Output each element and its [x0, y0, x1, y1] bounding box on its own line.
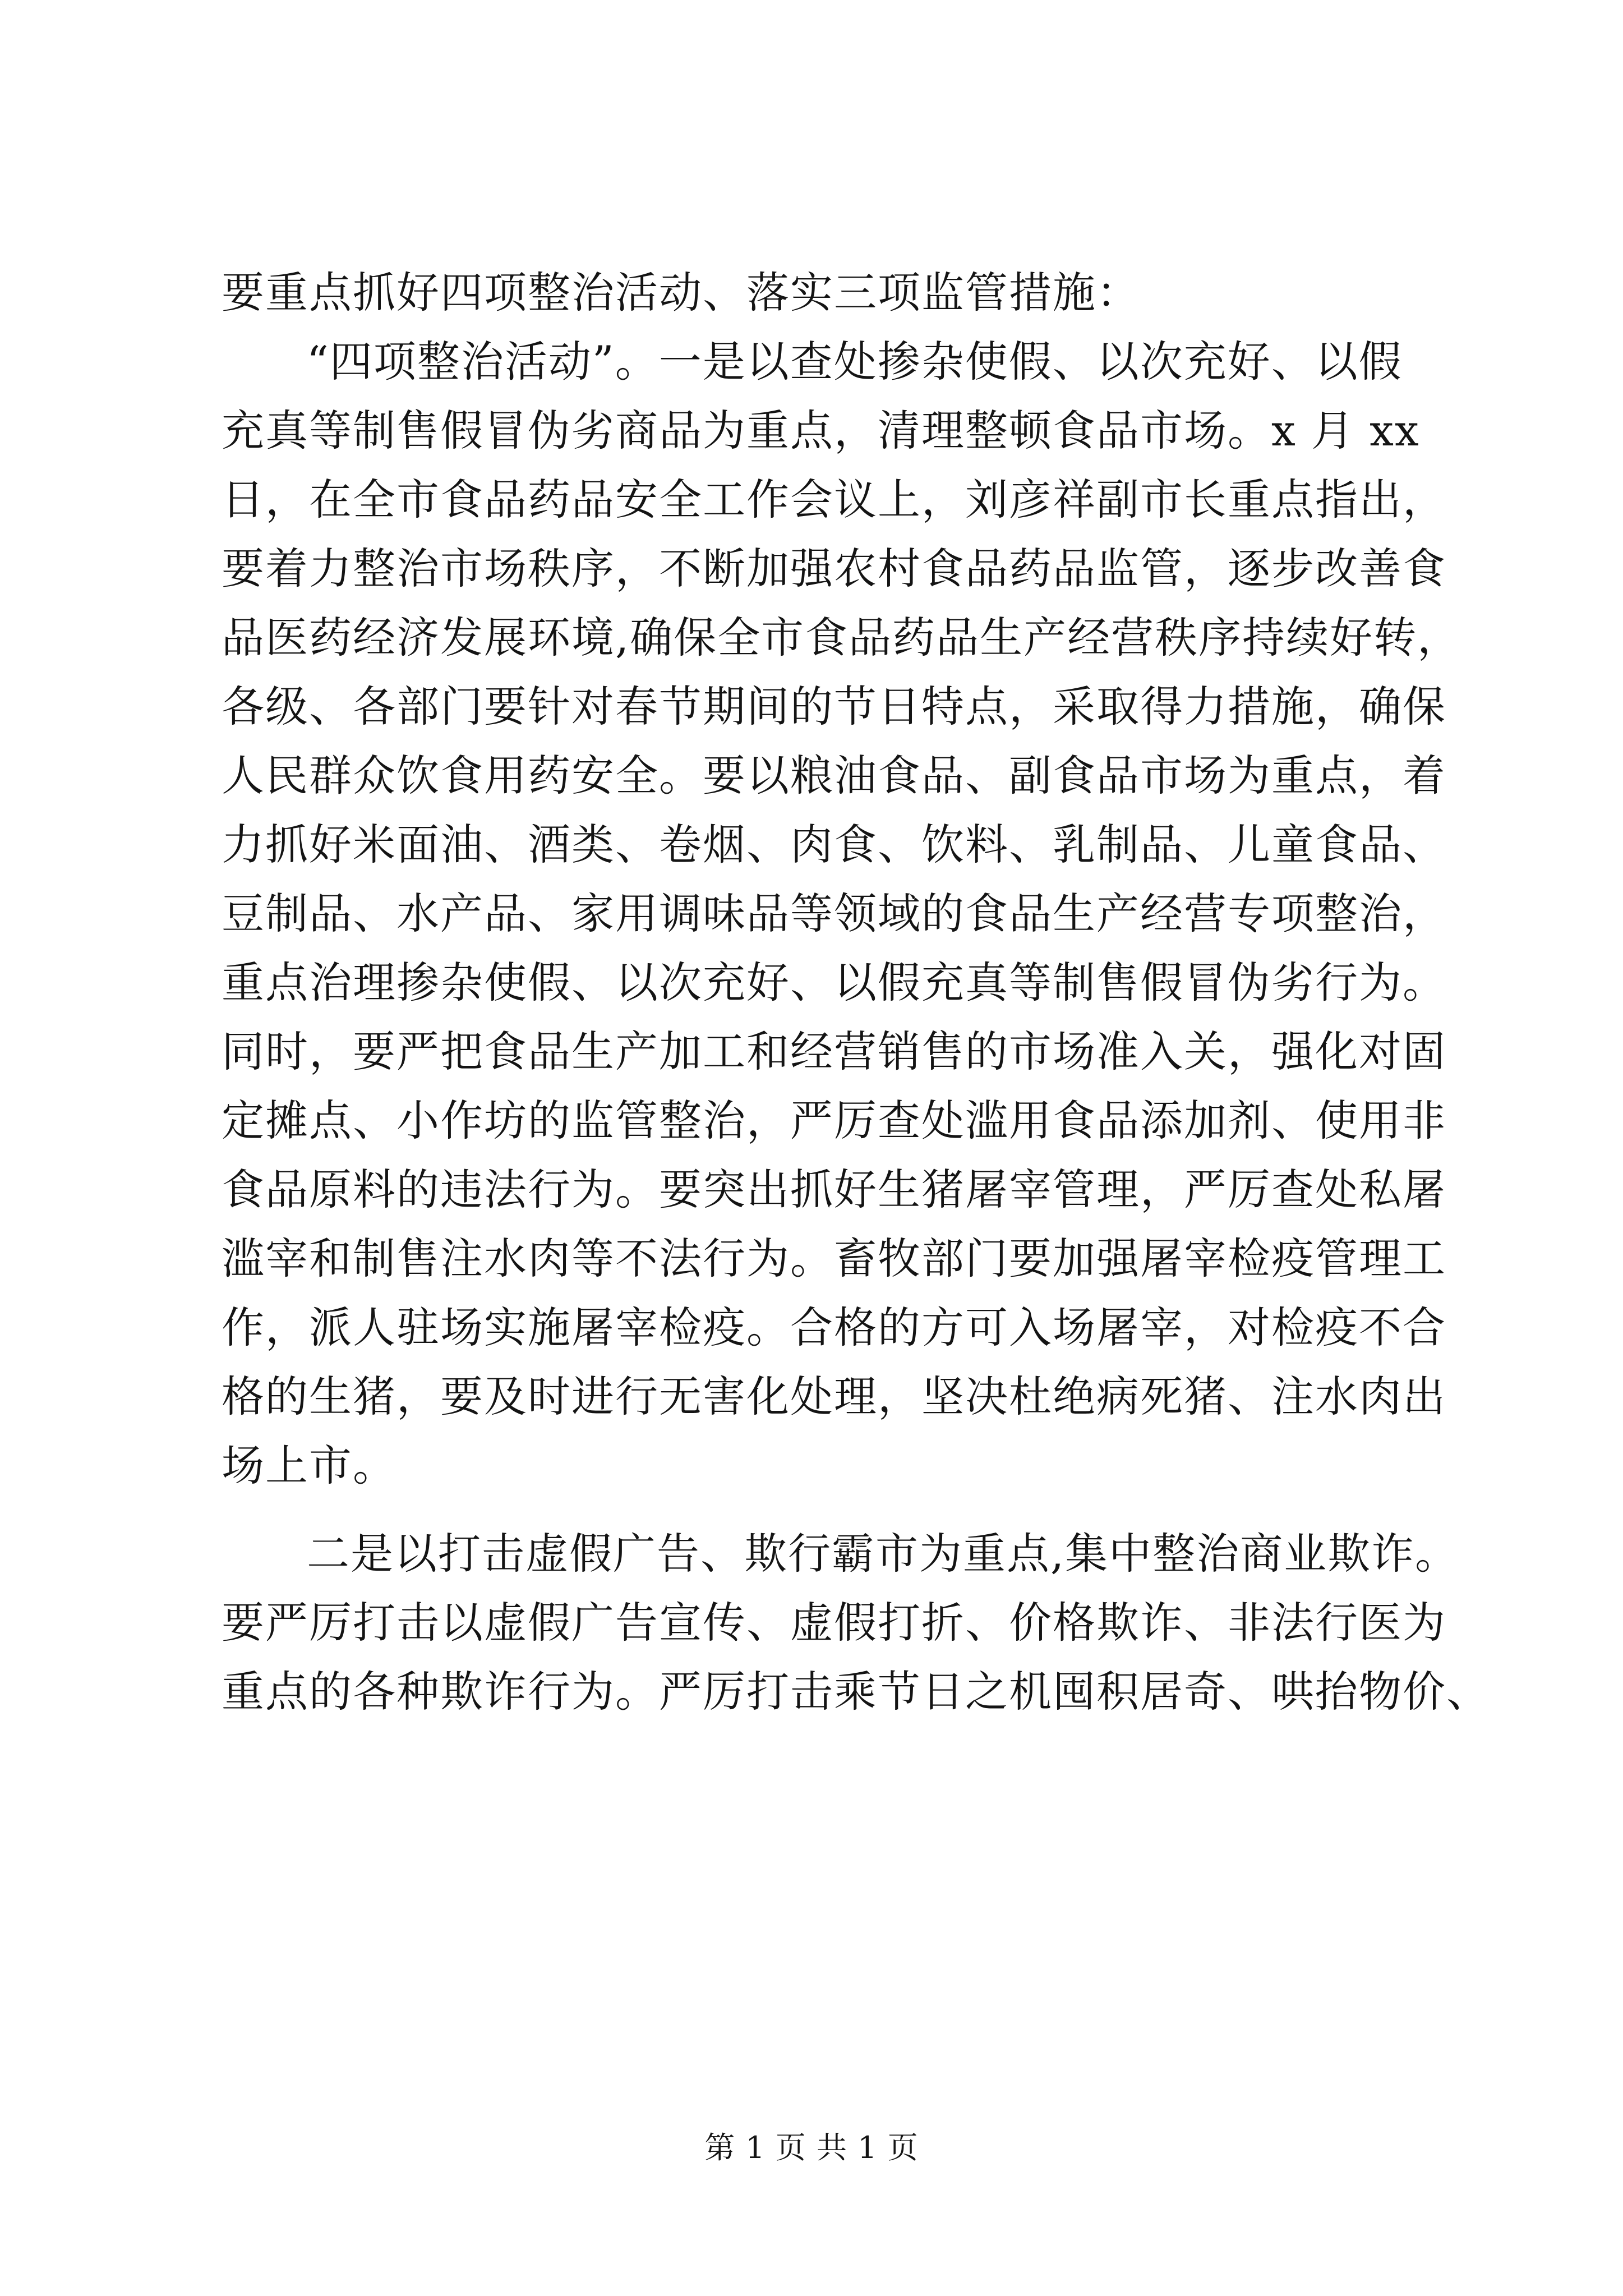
text-line: 要着力整治市场秩序，不断加强农村食品药品监管，逐步改善食: [222, 544, 1446, 593]
text-line: 二是以打击虚假广告、欺行霸市为重点,集中整治商业欺诈。: [307, 1529, 1459, 1579]
text-line: 场上市。: [222, 1441, 396, 1490]
text-line: 力抓好米面油、酒类、卷烟、肉食、饮料、乳制品、儿童食品、: [222, 820, 1446, 869]
text-line: 日，在全市食品药品安全工作会议上，刘彦祥副市长重点指出，: [222, 475, 1446, 524]
page-number-label: 第 1 页 共 1 页: [704, 2130, 919, 2165]
text-line: 要重点抓好四项整治活动、落实三项监管措施：: [222, 268, 1140, 318]
text-line: 要严厉打击以虚假广告宣传、虚假打折、价格欺诈、非法行医为: [222, 1598, 1446, 1648]
text-line: 人民群众饮食用药安全。要以粮油食品、副食品市场为重点，着: [222, 751, 1446, 800]
text-line: 定摊点、小作坊的监管整治，严厉查处滥用食品添加剂、使用非: [222, 1096, 1446, 1145]
text-line: 充真等制售假冒伪劣商品为重点，清理整顿食品市场。x 月 xx: [222, 406, 1420, 455]
text-line: 品医药经济发展环境,确保全市食品药品生产经营秩序持续好转，: [222, 613, 1461, 662]
text-line: 豆制品、水产品、家用调味品等领域的食品生产经营专项整治，: [222, 889, 1446, 938]
document-body: [222, 258, 1490, 1726]
text-line: “四项整治活动”。一是以查处掺杂使假、以次充好、以假: [307, 337, 1403, 386]
text-line: 重点的各种欺诈行为。严厉打击乘节日之机囤积居奇、哄抬物价、: [222, 1667, 1490, 1717]
text-line: 格的生猪，要及时进行无害化处理，坚决杜绝病死猪、注水肉出: [222, 1372, 1446, 1421]
text-line: 重点治理掺杂使假、以次充好、以假充真等制售假冒伪劣行为。: [222, 958, 1446, 1007]
text-line: 作，派人驻场实施屠宰检疫。合格的方可入场屠宰，对检疫不合: [222, 1303, 1446, 1352]
text-line: 同时，要严把食品生产加工和经营销售的市场准入关，强化对固: [222, 1027, 1446, 1076]
text-line: 各级、各部门要针对春节期间的节日特点，采取得力措施，确保: [222, 682, 1446, 731]
text-line: 食品原料的违法行为。要突出抓好生猪屠宰管理，严厉查处私屠: [222, 1165, 1446, 1214]
text-line: 滥宰和制售注水肉等不法行为。畜牧部门要加强屠宰检疫管理工: [222, 1234, 1446, 1283]
page-footer: [0, 2130, 1623, 2166]
